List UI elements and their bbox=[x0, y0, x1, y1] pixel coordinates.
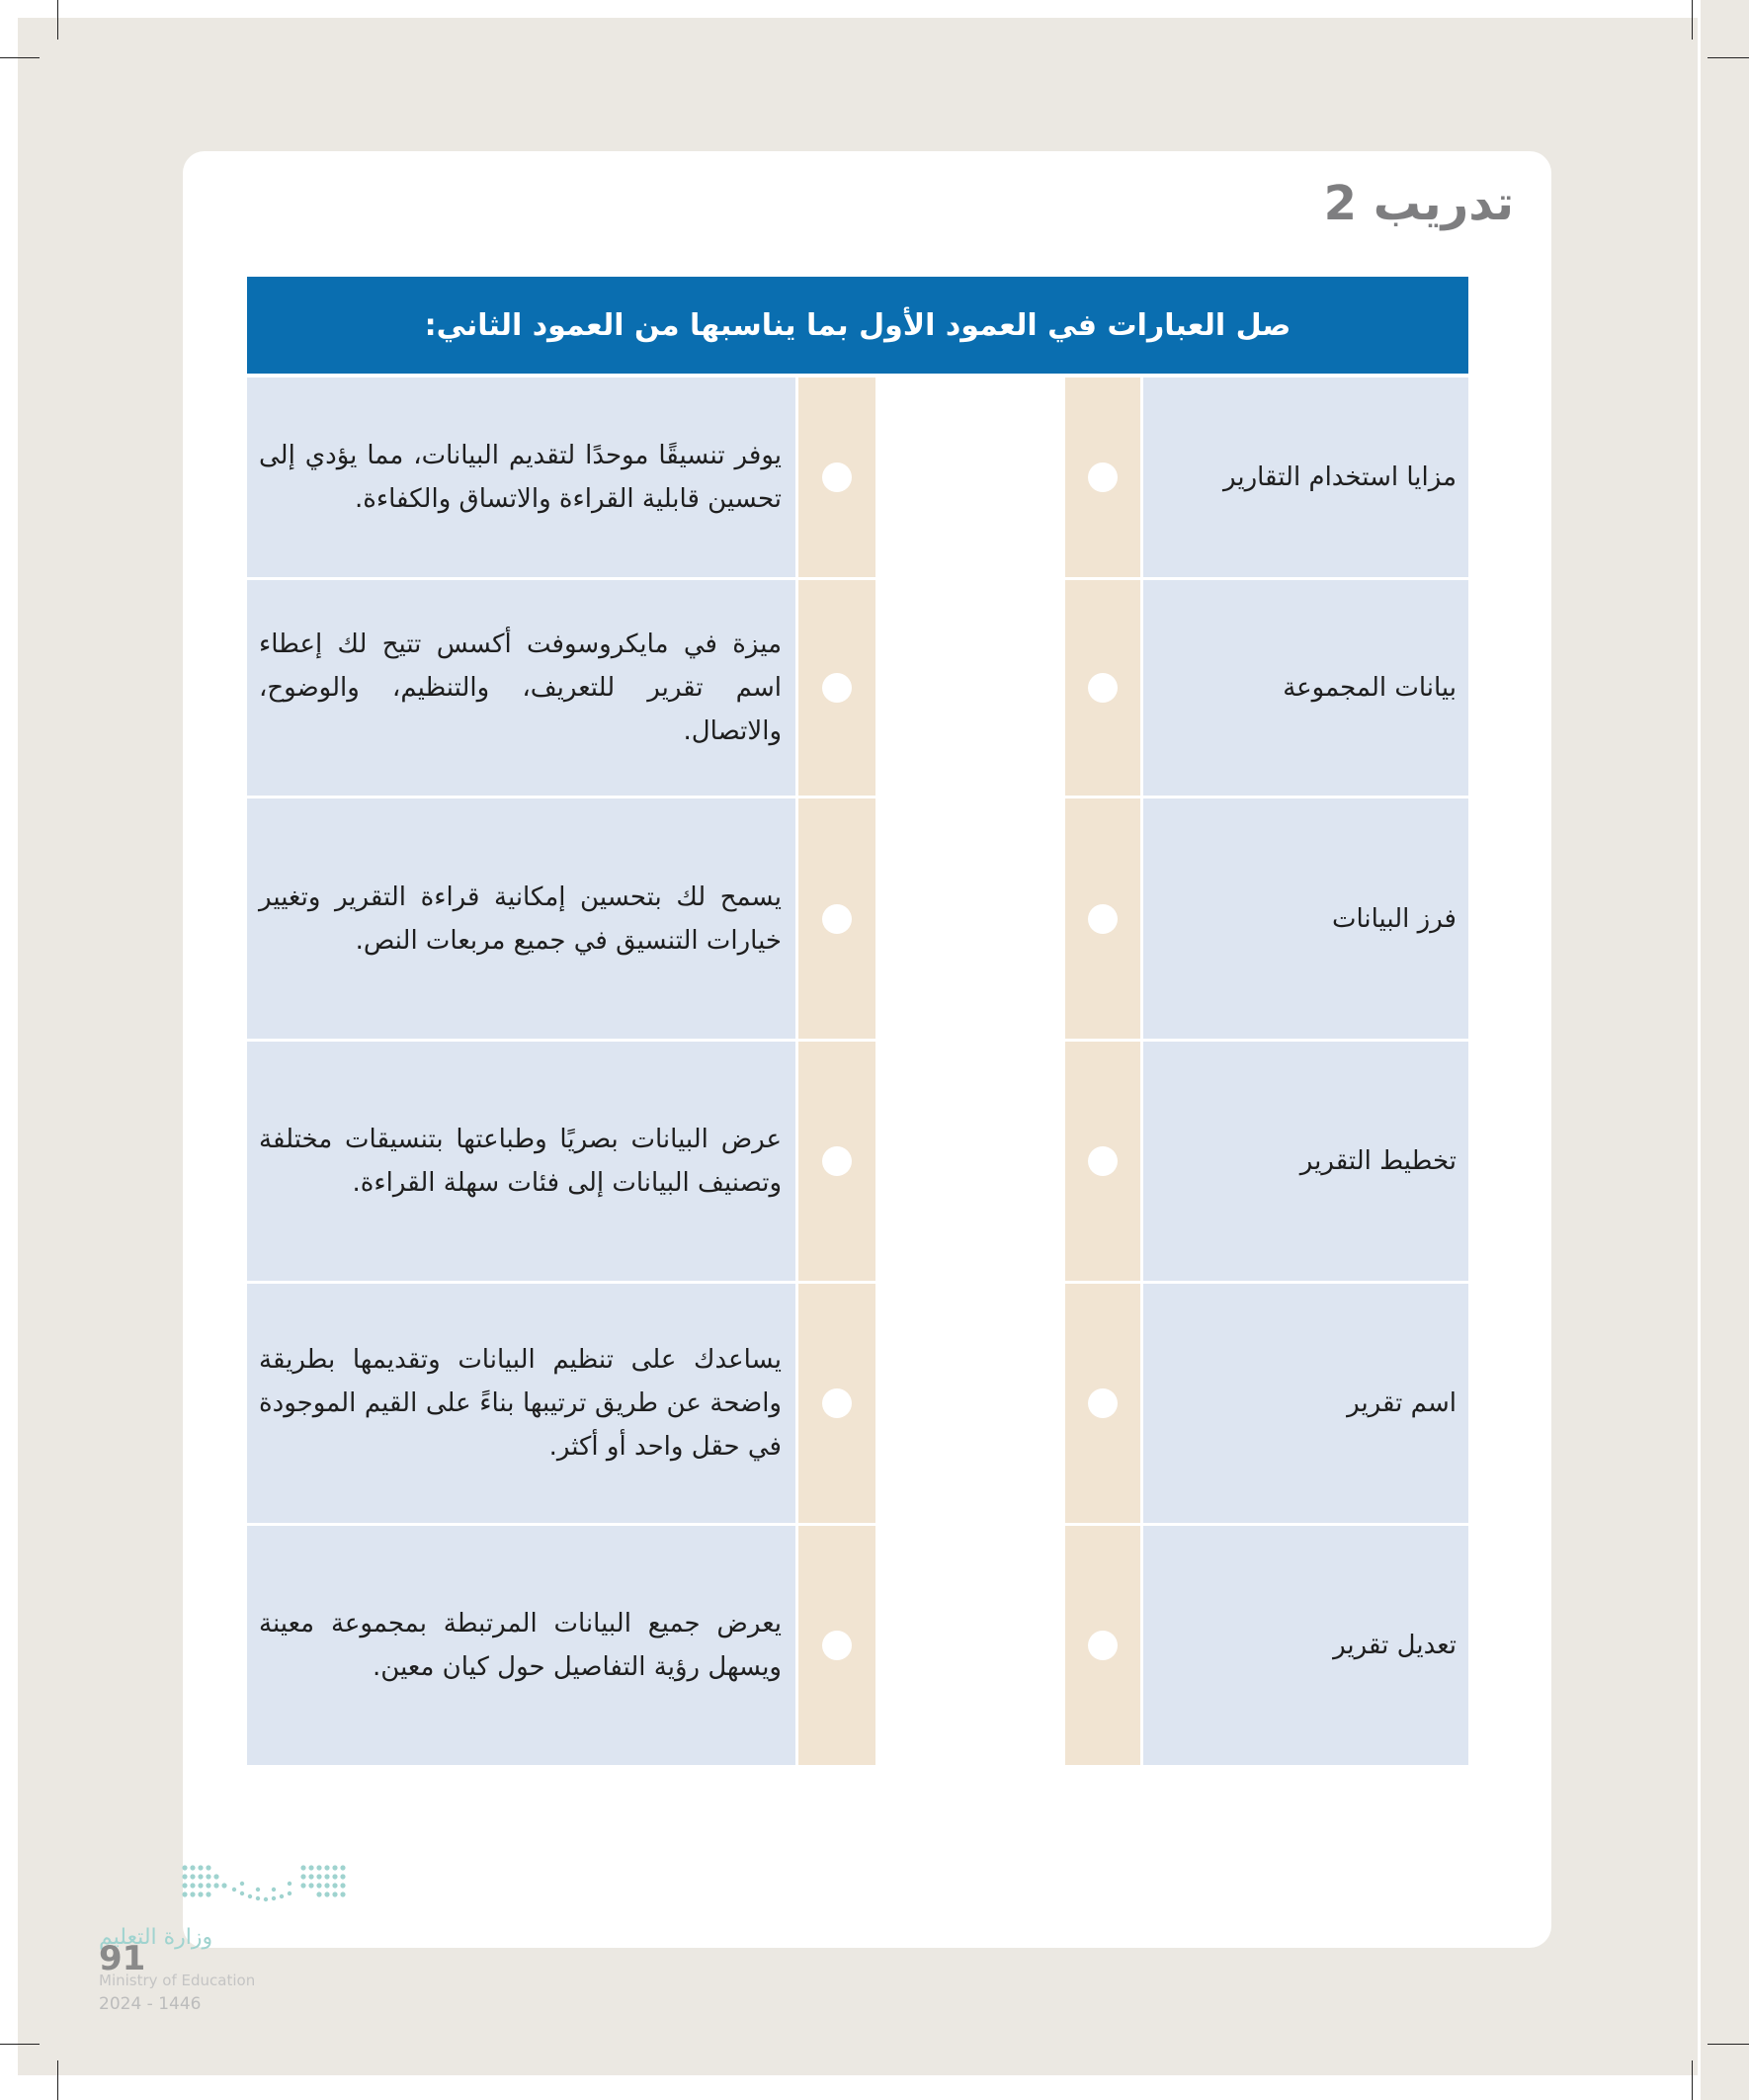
term-cell bbox=[1143, 378, 1468, 577]
crop-mark bbox=[57, 2060, 58, 2100]
term-cell bbox=[1143, 580, 1468, 796]
definition-dot[interactable] bbox=[822, 462, 852, 492]
definition-dot[interactable] bbox=[822, 1388, 852, 1418]
definition-dot[interactable] bbox=[822, 1631, 852, 1660]
matching-row bbox=[0, 1526, 1749, 1765]
definition-connector bbox=[798, 580, 875, 796]
term-cell bbox=[1143, 1526, 1468, 1765]
term-dot[interactable] bbox=[1088, 1631, 1118, 1660]
term-connector bbox=[1065, 1042, 1140, 1281]
definition-cell bbox=[247, 1526, 795, 1765]
instruction-header: صل العبارات في العمود الأول بما يناسبها من العمود الثاني: bbox=[247, 277, 1468, 374]
definition-text: يوفر تنسيقًا موحدًا لتقديم البيانات، مما يؤدي إلى تحسين قابلية القراءة والاتساق والكفاءة. bbox=[259, 441, 782, 514]
term-cell bbox=[1143, 1284, 1468, 1523]
term-connector bbox=[1065, 580, 1140, 796]
crop-mark bbox=[1707, 57, 1749, 58]
definition-text: ميزة في مايكروسوفت أكسس تتيح لك إعطاء اسم تقرير للتعريف، والتنظيم، والوضوح، والاتصال. bbox=[259, 630, 782, 746]
term-text: تخطيط التقرير bbox=[1299, 1146, 1457, 1176]
term-connector bbox=[1065, 1526, 1140, 1765]
definition-cell bbox=[247, 580, 795, 796]
term-dot[interactable] bbox=[1088, 904, 1118, 934]
crop-mark bbox=[0, 2044, 40, 2045]
term-cell bbox=[1143, 1042, 1468, 1281]
definition-dot[interactable] bbox=[822, 904, 852, 934]
matching-row bbox=[0, 1042, 1749, 1281]
matching-row bbox=[0, 378, 1749, 577]
edition-year: 2024 - 1446 bbox=[99, 1994, 202, 2014]
term-connector bbox=[1065, 378, 1140, 577]
definition-connector bbox=[798, 1042, 875, 1281]
crop-mark bbox=[1707, 2044, 1749, 2045]
crop-mark bbox=[1692, 0, 1693, 40]
definition-dot[interactable] bbox=[822, 673, 852, 703]
crop-mark bbox=[0, 57, 40, 58]
term-cell bbox=[1143, 798, 1468, 1039]
crop-mark bbox=[1692, 2060, 1693, 2100]
ministry-name-english: Ministry of Education bbox=[99, 1972, 256, 1989]
definition-connector bbox=[798, 1284, 875, 1523]
crop-mark bbox=[57, 0, 58, 40]
term-text: فرز البيانات bbox=[1332, 903, 1457, 934]
term-dot[interactable] bbox=[1088, 462, 1118, 492]
matching-row bbox=[0, 798, 1749, 1039]
term-dot[interactable] bbox=[1088, 673, 1118, 703]
term-text: اسم تقرير bbox=[1347, 1388, 1457, 1418]
term-text: بيانات المجموعة bbox=[1283, 673, 1457, 703]
page-number: 91 bbox=[99, 1939, 146, 1978]
ministry-name-arabic: وزارة التعليم bbox=[99, 1925, 213, 1950]
definition-text: يعرض جميع البيانات المرتبطة بمجموعة معينة ويسهل رؤية التفاصيل حول كيان معين. bbox=[259, 1609, 782, 1682]
term-dot[interactable] bbox=[1088, 1388, 1118, 1418]
definition-connector bbox=[798, 1526, 875, 1765]
definition-text: يسمح لك بتحسين إمكانية قراءة التقرير وتغيير خيارات التنسيق في جميع مربعات النص. bbox=[259, 882, 782, 956]
definition-dot[interactable] bbox=[822, 1146, 852, 1176]
definition-text: عرض البيانات بصريًا وطباعتها بتنسيقات مختلفة وتصنيف البيانات إلى فئات سهلة القراءة. bbox=[259, 1125, 782, 1198]
definition-text: يساعدك على تنظيم البيانات وتقديمها بطريقة واضحة عن طريق ترتيبها بناءً على القيم الموجودة في حقل واحد أو أكثر. bbox=[259, 1345, 782, 1462]
ministry-logo-icon bbox=[180, 1860, 353, 1909]
definition-cell bbox=[247, 378, 795, 577]
term-text: تعديل تقرير bbox=[1333, 1631, 1457, 1660]
exercise-title: تدريب 2 bbox=[1323, 176, 1514, 231]
matching-row bbox=[0, 1284, 1749, 1523]
term-connector bbox=[1065, 1284, 1140, 1523]
term-dot[interactable] bbox=[1088, 1146, 1118, 1176]
term-text: مزايا استخدام التقارير bbox=[1223, 462, 1457, 492]
term-connector bbox=[1065, 798, 1140, 1039]
definition-cell bbox=[247, 1284, 795, 1523]
definition-connector bbox=[798, 378, 875, 577]
definition-cell bbox=[247, 1042, 795, 1281]
definition-connector bbox=[798, 798, 875, 1039]
matching-row bbox=[0, 580, 1749, 796]
definition-cell bbox=[247, 798, 795, 1039]
